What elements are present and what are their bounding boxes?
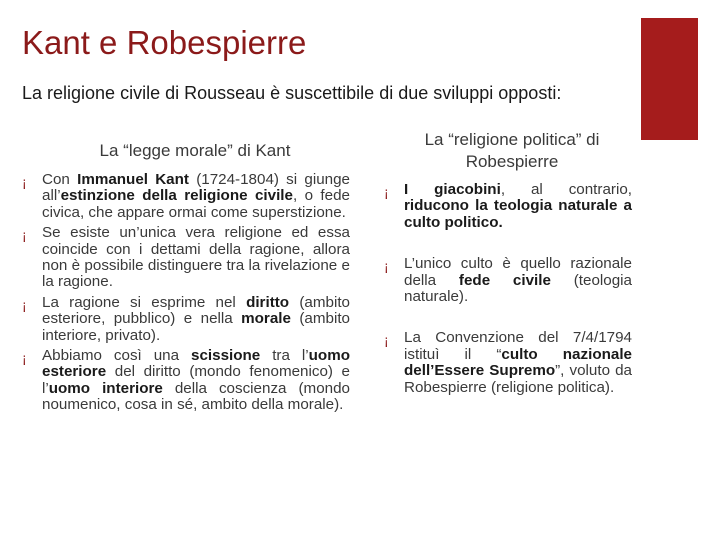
left-bullet-1-bold-1: Immanuel Kant	[77, 171, 189, 188]
right-bullet-1-bold-2: riducono la teologia naturale a culto politico.	[404, 197, 632, 231]
bullet-marker-icon: ¡	[22, 174, 27, 190]
left-bullet-3-part-3: (ambito interiore, privato).	[42, 310, 350, 344]
left-column-heading: La “legge morale” di Kant	[99, 141, 291, 160]
left-bullet-3-part-2: (ambito esteriore, pubblico) e nella	[42, 293, 350, 328]
left-bullet-4-bold-2: uomo esteriore	[42, 347, 350, 381]
left-bullet-list	[20, 172, 350, 418]
left-bullet-1-bold-2: estinzione della religione civile	[60, 187, 293, 205]
bullet-marker-icon: ¡	[384, 258, 389, 275]
right-bullet-2-part-1: L’unico culto è quello razionale della	[404, 255, 632, 289]
right-bullet-list	[382, 182, 632, 421]
bullet-marker-icon: ¡	[22, 227, 27, 244]
left-bullet-1-part-2: (1724-1804) si giunge all’	[42, 171, 350, 205]
right-bullet-2-bold-1: fede civile	[458, 271, 551, 289]
right-column-heading: La “religione politica” di Robespierre	[424, 130, 600, 171]
left-bullet-4-part-3: del diritto (mondo fenomenico) e l’	[42, 363, 350, 397]
left-bullet-2-part-1: Se esiste un’unica vera religione ed essa coincide con i dettami della ragione, allora non è possibile distinguere tra la rivelazione e la ragione.	[42, 224, 350, 291]
left-bullet-4-part-2: tra l’	[260, 347, 309, 365]
slide-intro: La religione civile di Rousseau è suscettibile di due sviluppi opposti:	[22, 83, 562, 103]
left-bullet-4-bold-3: uomo interiore	[48, 379, 163, 397]
right-bullet-1-bold-1: I giacobini	[404, 181, 501, 198]
left-bullet-1-part-3: , o fede civica, che appare ormai come superstizione.	[42, 187, 350, 221]
right-bullet-2-part-2: (teologia naturale).	[404, 271, 632, 306]
right-bullet-3-part-2: ”, voluto da Robespierre (religione politica).	[404, 362, 632, 396]
left-bullet-4-part-1: Abbiamo così una	[42, 347, 192, 365]
left-bullet-3-bold-1: diritto	[246, 293, 290, 311]
bullet-marker-icon: ¡	[22, 296, 27, 313]
left-bullet-4-part-4: della coscienza (mondo noumenico, cosa in sé, ambito della morale).	[42, 379, 350, 414]
left-bullet-1-part-1: Con	[42, 171, 78, 188]
left-bullet-3-part-1: La ragione si esprime nel	[42, 293, 247, 311]
right-bullet-3-part-1: La Convenzione del 7/4/1794 istituì il “	[404, 329, 632, 363]
right-bullet-3-bold-1: culto nazionale dell’Essere Supremo	[404, 345, 632, 380]
left-bullet-1	[20, 172, 350, 221]
right-bullet-1-part-1: , al contrario,	[500, 181, 632, 198]
left-bullet-3-bold-2: morale	[241, 310, 291, 328]
right-bullet-1	[382, 182, 632, 231]
left-bullet-4-bold-1: scissione	[191, 347, 261, 365]
bullet-marker-icon: ¡	[22, 350, 27, 367]
accent-bar	[641, 18, 698, 140]
bullet-marker-icon: ¡	[384, 332, 389, 349]
left-bullet-4	[20, 348, 350, 414]
left-bullet-2	[20, 225, 350, 291]
right-bullet-2	[382, 256, 632, 305]
right-bullet-3	[382, 330, 632, 396]
slide-title: Kant e Robespierre	[22, 24, 307, 61]
left-bullet-3	[20, 295, 350, 344]
bullet-marker-icon: ¡	[384, 184, 389, 200]
